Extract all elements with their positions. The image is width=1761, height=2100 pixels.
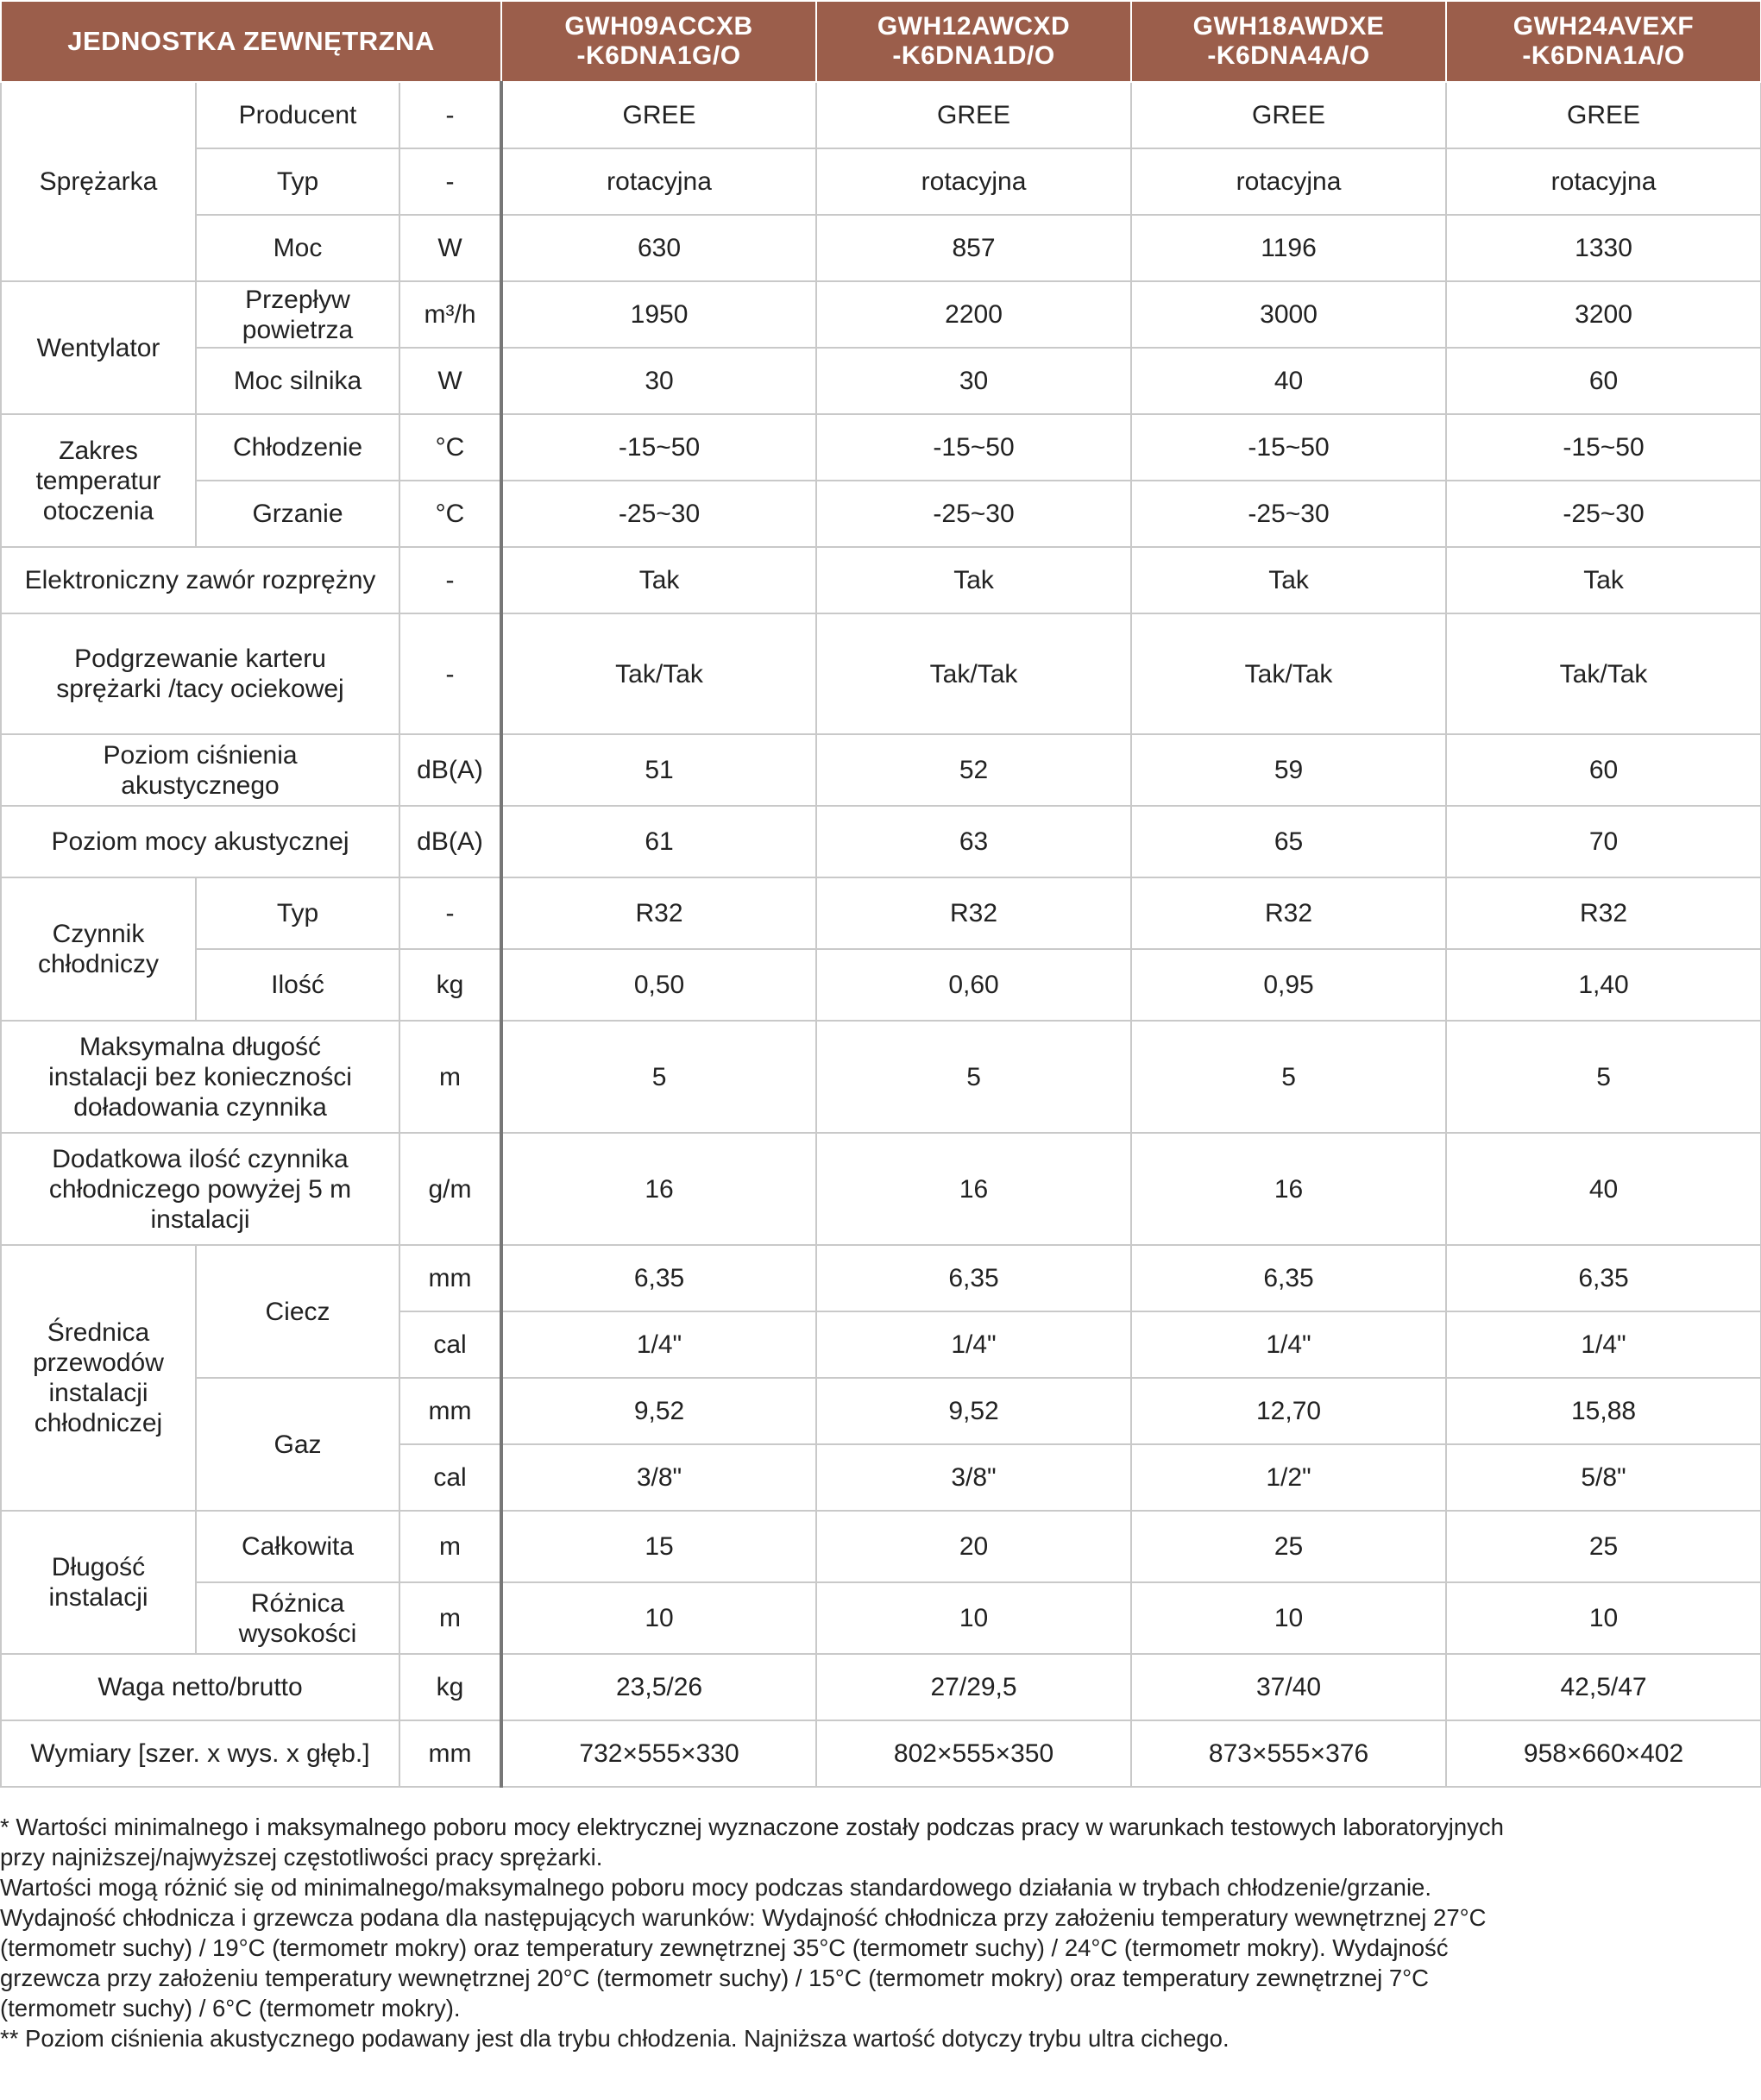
value-cell: 1,40	[1446, 949, 1761, 1021]
value-cell: 1/4"	[1131, 1311, 1446, 1378]
unit-cell: g/m	[399, 1133, 501, 1245]
footnote-line: przy najniższej/najwyższej częstotliwości pracy sprężarki.	[0, 1844, 603, 1871]
value-cell: R32	[1446, 877, 1761, 949]
unit-cell: mm	[399, 1245, 501, 1311]
value-cell: 630	[501, 215, 816, 281]
table-title: JEDNOSTKA ZEWNĘTRZNA	[1, 1, 501, 82]
model-header	[501, 1, 816, 82]
value-cell: 37/40	[1131, 1654, 1446, 1720]
value-cell: 27/29,5	[816, 1654, 1131, 1720]
value-cell: 70	[1446, 806, 1761, 877]
group-label: Sprężarka	[1, 82, 196, 281]
value-cell: 1950	[501, 281, 816, 348]
value-cell: 0,50	[501, 949, 816, 1021]
table-row	[1, 1021, 1761, 1133]
value-cell: 10	[1131, 1582, 1446, 1654]
table-row	[1, 806, 1761, 877]
group-label: Średnica przewodów instalacji chłodniczej	[1, 1245, 196, 1511]
model-suffix: -K6DNA1D/O	[892, 41, 1055, 70]
value-cell: rotacyjna	[1446, 148, 1761, 215]
unit-cell: mm	[399, 1720, 501, 1787]
model-suffix: -K6DNA1G/O	[576, 41, 741, 70]
value-cell: 60	[1446, 734, 1761, 806]
value-cell: 1/4"	[816, 1311, 1131, 1378]
value-cell: GREE	[501, 82, 816, 148]
param-label: Całkowita	[196, 1511, 399, 1582]
value-cell: 16	[501, 1133, 816, 1245]
unit-cell: dB(A)	[399, 806, 501, 877]
model-suffix: -K6DNA1A/O	[1522, 41, 1685, 70]
value-cell: 3/8"	[501, 1444, 816, 1511]
value-cell: 30	[816, 348, 1131, 414]
value-cell: 958×660×402	[1446, 1720, 1761, 1787]
value-cell: 0,60	[816, 949, 1131, 1021]
value-cell: 1/4"	[501, 1311, 816, 1378]
value-cell: 25	[1446, 1511, 1761, 1582]
value-cell: 0,95	[1131, 949, 1446, 1021]
value-cell: 9,52	[501, 1378, 816, 1444]
param-label: Gaz	[196, 1378, 399, 1511]
model-name: GWH12AWCXD	[877, 12, 1071, 41]
table-row	[1, 1378, 1761, 1444]
unit-cell: kg	[399, 949, 501, 1021]
unit-cell: kg	[399, 1654, 501, 1720]
table-row	[1, 734, 1761, 806]
value-cell: 15	[501, 1511, 816, 1582]
footnote-line: (termometr suchy) / 19°C (termometr mokry) oraz temperatury zewnętrznej 35°C (termometr suchy) / 24°C (termometr mokry). Wydajność	[0, 1934, 1449, 1961]
unit-cell: m	[399, 1582, 501, 1654]
value-cell: 802×555×350	[816, 1720, 1131, 1787]
value-cell: GREE	[1131, 82, 1446, 148]
row-label: Maksymalna długość instalacji bez konieczności doładowania czynnika	[1, 1021, 399, 1133]
value-cell: Tak/Tak	[1131, 613, 1446, 734]
value-cell: 1/2"	[1131, 1444, 1446, 1511]
group-label: Wentylator	[1, 281, 196, 414]
value-cell: rotacyjna	[1131, 148, 1446, 215]
unit-cell: cal	[399, 1444, 501, 1511]
value-cell: Tak	[816, 547, 1131, 613]
value-cell: 5	[501, 1021, 816, 1133]
header-row	[1, 1, 1761, 82]
param-label: Moc silnika	[196, 348, 399, 414]
value-cell: 59	[1131, 734, 1446, 806]
value-cell: 16	[1131, 1133, 1446, 1245]
value-cell: 16	[816, 1133, 1131, 1245]
value-cell: R32	[501, 877, 816, 949]
table-row	[1, 481, 1761, 547]
unit-cell: mm	[399, 1378, 501, 1444]
value-cell: 5	[1446, 1021, 1761, 1133]
unit-cell: W	[399, 215, 501, 281]
table-row	[1, 82, 1761, 148]
unit-cell: °C	[399, 414, 501, 481]
value-cell: Tak/Tak	[816, 613, 1131, 734]
value-cell: -25~30	[1446, 481, 1761, 547]
value-cell: -15~50	[1131, 414, 1446, 481]
table-row	[1, 877, 1761, 949]
param-label: Chłodzenie	[196, 414, 399, 481]
value-cell: -25~30	[1131, 481, 1446, 547]
table-row	[1, 148, 1761, 215]
value-cell: 6,35	[1131, 1245, 1446, 1311]
value-cell: rotacyjna	[816, 148, 1131, 215]
value-cell: 5	[1131, 1021, 1446, 1133]
row-label: Waga netto/brutto	[1, 1654, 399, 1720]
value-cell: 63	[816, 806, 1131, 877]
value-cell: -25~30	[501, 481, 816, 547]
table-row	[1, 613, 1761, 734]
unit-cell: -	[399, 148, 501, 215]
value-cell: 1196	[1131, 215, 1446, 281]
table-row	[1, 348, 1761, 414]
unit-cell: °C	[399, 481, 501, 547]
footnotes	[0, 1812, 1761, 2053]
unit-cell: m³/h	[399, 281, 501, 348]
footnote-line: * Wartości minimalnego i maksymalnego poboru mocy elektrycznej wyznaczone zostały podczas pracy w warunkach testowych laboratoryjnych	[0, 1814, 1504, 1840]
value-cell: R32	[1131, 877, 1446, 949]
value-cell: 6,35	[816, 1245, 1131, 1311]
value-cell: Tak/Tak	[1446, 613, 1761, 734]
group-label: Długość instalacji	[1, 1511, 196, 1654]
value-cell: rotacyjna	[501, 148, 816, 215]
value-cell: GREE	[1446, 82, 1761, 148]
value-cell: Tak	[1131, 547, 1446, 613]
value-cell: 40	[1446, 1133, 1761, 1245]
value-cell: 23,5/26	[501, 1654, 816, 1720]
value-cell: 3200	[1446, 281, 1761, 348]
value-cell: 6,35	[1446, 1245, 1761, 1311]
unit-cell: -	[399, 82, 501, 148]
group-label: Czynnik chłodniczy	[1, 877, 196, 1021]
value-cell: 20	[816, 1511, 1131, 1582]
param-label: Przepływ powietrza	[196, 281, 399, 348]
row-label: Wymiary [szer. x wys. x głęb.]	[1, 1720, 399, 1787]
value-cell: R32	[816, 877, 1131, 949]
value-cell: 12,70	[1131, 1378, 1446, 1444]
footnote-line: Wydajność chłodnicza i grzewcza podana dla następujących warunków: Wydajność chłodnicza przy założeniu temperatury wewnętrznej 27°C	[0, 1904, 1487, 1931]
unit-cell: -	[399, 547, 501, 613]
model-header	[1131, 1, 1446, 82]
value-cell: 65	[1131, 806, 1446, 877]
row-label: Poziom ciśnienia akustycznego	[1, 734, 399, 806]
value-cell: 5/8"	[1446, 1444, 1761, 1511]
value-cell: -15~50	[501, 414, 816, 481]
row-label: Dodatkowa ilość czynnika chłodniczego powyżej 5 m instalacji	[1, 1133, 399, 1245]
model-name: GWH09ACCXB	[564, 12, 753, 41]
footnote-line: grzewcza przy założeniu temperatury wewnętrznej 20°C (termometr suchy) / 15°C (termometr mokry) oraz temperatury zewnętrznej 7°C	[0, 1965, 1430, 1991]
unit-cell: cal	[399, 1311, 501, 1378]
table-row	[1, 1720, 1761, 1787]
value-cell: Tak	[501, 547, 816, 613]
footnote-line: ** Poziom ciśnienia akustycznego podawany jest dla trybu chłodzenia. Najniższa wartość dotyczy trybu ultra cichego.	[0, 2025, 1230, 2052]
param-label: Producent	[196, 82, 399, 148]
unit-cell: m	[399, 1021, 501, 1133]
footnote-line: Wartości mogą różnić się od minimalnego/maksymalnego poboru mocy podczas standardowego działania w trybach chłodzenie/grzanie.	[0, 1874, 1431, 1901]
value-cell: 732×555×330	[501, 1720, 816, 1787]
value-cell: 2200	[816, 281, 1131, 348]
param-label: Ciecz	[196, 1245, 399, 1378]
value-cell: 61	[501, 806, 816, 877]
value-cell: 15,88	[1446, 1378, 1761, 1444]
unit-cell: -	[399, 613, 501, 734]
model-header	[1446, 1, 1761, 82]
value-cell: Tak/Tak	[501, 613, 816, 734]
param-label: Różnica wysokości	[196, 1582, 399, 1654]
value-cell: 6,35	[501, 1245, 816, 1311]
value-cell: -15~50	[1446, 414, 1761, 481]
param-label: Grzanie	[196, 481, 399, 547]
table-row	[1, 1511, 1761, 1582]
row-label: Elektroniczny zawór rozprężny	[1, 547, 399, 613]
value-cell: -15~50	[816, 414, 1131, 481]
group-label: Zakres temperatur otoczenia	[1, 414, 196, 547]
param-label: Typ	[196, 877, 399, 949]
value-cell: Tak	[1446, 547, 1761, 613]
value-cell: 52	[816, 734, 1131, 806]
value-cell: 10	[1446, 1582, 1761, 1654]
footnote-line: (termometr suchy) / 6°C (termometr mokry).	[0, 1995, 461, 2021]
value-cell: 60	[1446, 348, 1761, 414]
param-label: Moc	[196, 215, 399, 281]
value-cell: 25	[1131, 1511, 1446, 1582]
value-cell: 42,5/47	[1446, 1654, 1761, 1720]
unit-cell: -	[399, 877, 501, 949]
unit-cell: m	[399, 1511, 501, 1582]
table-row	[1, 281, 1761, 348]
value-cell: 40	[1131, 348, 1446, 414]
model-name: GWH18AWDXE	[1192, 12, 1385, 41]
value-cell: 10	[501, 1582, 816, 1654]
value-cell: 857	[816, 215, 1131, 281]
param-label: Ilość	[196, 949, 399, 1021]
table-row	[1, 414, 1761, 481]
table-row	[1, 1245, 1761, 1311]
unit-cell: W	[399, 348, 501, 414]
value-cell: 3000	[1131, 281, 1446, 348]
table-row	[1, 1133, 1761, 1245]
value-cell: 1330	[1446, 215, 1761, 281]
table-row	[1, 1582, 1761, 1654]
row-label: Poziom mocy akustycznej	[1, 806, 399, 877]
value-cell: 9,52	[816, 1378, 1131, 1444]
value-cell: -25~30	[816, 481, 1131, 547]
value-cell: GREE	[816, 82, 1131, 148]
table-row	[1, 547, 1761, 613]
table-row	[1, 949, 1761, 1021]
param-label: Typ	[196, 148, 399, 215]
value-cell: 30	[501, 348, 816, 414]
value-cell: 5	[816, 1021, 1131, 1133]
row-label: Podgrzewanie karteru sprężarki /tacy ociekowej	[1, 613, 399, 734]
value-cell: 10	[816, 1582, 1131, 1654]
model-header	[816, 1, 1131, 82]
unit-cell: dB(A)	[399, 734, 501, 806]
value-cell: 873×555×376	[1131, 1720, 1446, 1787]
value-cell: 51	[501, 734, 816, 806]
value-cell: 1/4"	[1446, 1311, 1761, 1378]
table-row	[1, 1654, 1761, 1720]
table-row	[1, 215, 1761, 281]
value-cell: 3/8"	[816, 1444, 1131, 1511]
model-name: GWH24AVEXF	[1513, 12, 1695, 41]
model-suffix: -K6DNA4A/O	[1207, 41, 1370, 70]
